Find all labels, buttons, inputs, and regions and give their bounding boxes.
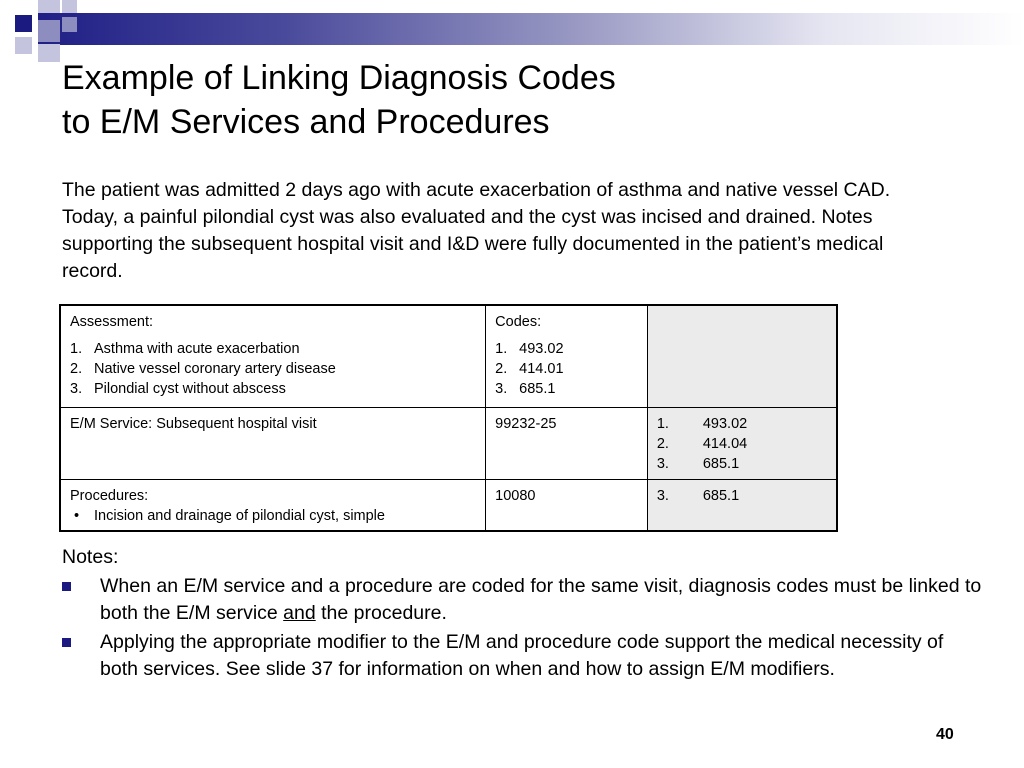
list-item [657,454,827,474]
codes-list [495,339,638,399]
list-item [70,339,476,359]
procedure-linked-code-cell [647,479,837,531]
codes-label: Codes: [495,314,542,330]
decor-square [38,20,60,42]
coding-table [59,304,838,532]
decor-square [38,0,60,13]
assessment-label: Assessment: [70,314,153,330]
list-item [70,359,476,379]
list-number: 3. [656,487,669,504]
procedures-cell [60,479,486,531]
list-text: Native vessel coronary artery disease [94,361,336,377]
square-bullet-icon [62,638,71,647]
square-bullet-icon [62,582,71,591]
table-row [60,479,837,531]
list-item [495,339,638,359]
note-item [62,629,982,683]
linked-codes-list [657,486,827,506]
decor-square [15,37,32,54]
decor-square [38,44,60,62]
empty-cell [647,305,837,407]
decor-square [62,17,77,32]
list-number: 3. [656,455,669,472]
em-linked-codes-cell [647,407,837,479]
procedure-code-cell: 10080 [486,479,648,531]
list-item [495,359,638,379]
list-item [657,486,827,506]
note-item [62,573,982,627]
list-number: 3. [495,381,508,397]
bullet-icon: • [74,507,80,524]
decor-square [62,0,77,13]
list-number: 2. [495,361,508,377]
list-text: 414.04 [702,435,748,452]
table-row [60,407,837,479]
intro-paragraph: The patient was admitted 2 days ago with acute exacerbation of asthma and native vessel CAD. Today, a painful pilondial cyst was also evaluated and the cyst was incised and drained. Notes supporting the subsequent hospital visit and I&D were fully documented in the patient’s medical record. [62,179,891,282]
list-text: 493.02 [519,341,564,357]
list-text: 685.1 [702,487,740,504]
note-text-part: the procedure. [315,602,447,624]
page-number: 40 [936,726,954,743]
table-row [60,305,837,407]
decor-square [15,15,32,32]
procedures-label: Procedures: [70,487,149,504]
assessment-cell [60,305,486,407]
header-gradient-bar [38,13,1024,45]
slide-title [62,56,962,144]
list-text: 685.1 [702,455,740,472]
procedure-text: Incision and drainage of pilondial cyst, simple [94,507,385,524]
em-code-cell: 99232-25 [486,407,648,479]
list-item [657,434,827,454]
list-text: 414.01 [519,361,564,377]
list-number: 1. [495,341,508,357]
note-text: Applying the appropriate modifier to the E/M and procedure code support the medical necessity of both services. See slide 37 for information on when and how to assign E/M modifiers. [100,631,944,680]
list-text: Asthma with acute exacerbation [94,341,300,357]
title-line-2: to E/M Services and Procedures [62,103,550,141]
assessment-list [70,339,476,399]
list-item [657,414,827,434]
list-item [70,379,476,399]
codes-cell [486,305,648,407]
title-line-1: Example of Linking Diagnosis Codes [62,59,616,97]
list-number: 2. [656,435,669,452]
note-text-part: When an E/M service and a procedure are coded for the same visit, diagnosis codes must be linked to both the E/M service [100,575,982,624]
notes-label: Notes: [62,546,119,568]
note-underlined-word: and [283,602,316,624]
notes-section [62,544,982,683]
list-text: 493.02 [702,415,748,432]
list-text: Pilondial cyst without abscess [94,381,286,397]
list-number: 2. [70,361,83,377]
procedure-item [70,506,476,526]
em-service-cell: E/M Service: Subsequent hospital visit [60,407,486,479]
list-text: 685.1 [519,381,556,397]
list-number: 1. [70,341,83,357]
list-item [495,379,638,399]
linked-codes-list [657,414,827,474]
list-number: 1. [656,415,669,432]
list-number: 3. [70,381,83,397]
